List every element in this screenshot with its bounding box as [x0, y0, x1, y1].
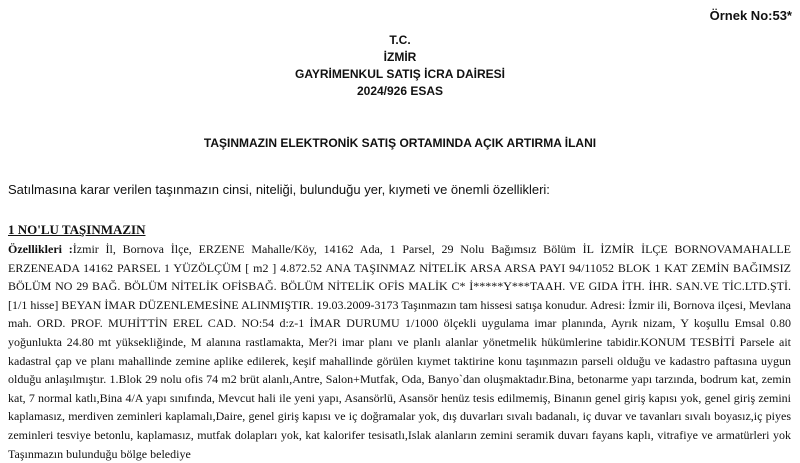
features-text: İzmir İl, Bornova İlçe, ERZENE Mahalle/Köy, 14162 Ada, 1 Parsel, 29 Nolu Bağımsız Bölüm İL İZMİR İLÇE BORNOVAMAHALLE ERZENEADA 14162 PARSEL 1 YÜZÖLÇÜM [ m2 ] 4.872.52 ANA TAŞINMAZ NİTELİK ARSA ARSA PAYI 94/11052 BLOK 1 KAT ZEMİN BAĞIMSIZ BÖLÜM NO 29 BAĞ. BÖLÜM NİTELİK OFİSBAĞ. BÖLÜM NİTELİK OFİS MALİK C* İ*****Y***TAAH. VE GIDA İTH. İHR. SAN.VE TİC.LTD.ŞTİ. [1/1 hisse] BEYAN İMAR DÜZENLEMESİNE ALINMIŞTIR. 19.03.2009-3173 Taşınmazın tam hissesi satışa konudur. Adresi: İzmir ili, Bornova ilçesi, Mevlana mah. ORD. PROF. MUHİTTİN EREL CAD. NO:54 d:z-1 İMAR DURUMU 1/1000 ölçekli uygulama imar planında, Ayrık nizam, Y koşullu Emsal 0.80 yoğunlukta 24.80 mt yüksekliğinde, M alanına rastlamakta, Mer?i imar planı ve planlı alanlar yönetmelik hükümlerine tabidir.KONUM TESBİTİ Parsele ait kadastral çap ve planı mahallinde zemine aplike edilerek, keşif mahallinde görülen kıymet taktirine konu taşınmazın parseli olduğu ve kadastro paftasına uygun olduğu anlaşılmıştır. 1.Blok 29 nolu ofis 74 m2 brüt alanlı,Antre, Salon+Mutfak, Oda, Banyo`dan oluşmaktadır.Bina, betonarme yapı tarzında, bodrum kat, zemin kat, 7 normal katlı,Bina 4/A yapı sınıfında, Mevcut hali ile yeni yapı, Asansörlü, Asansör henüz tesis edilmemiş, Binanın genel giriş kapısı yok, genel giriş zemini kaplamasız, merdiven zeminleri kaplamalı,Daire, genel giriş kapısı ve iç doğramalar yok, dış duvarları sıvalı badanalı, iç duvar ve tavanları sıvalı boyasız,iç piyes zeminleri tesviye betonlu, kaplamasız, mutfak dolapları yok, kat kalorifer tesisatlı,Islak alanların zemini seramik duvarı fayans kaplı, vitrafiye ve armatürleri yok Taşınmazın bulunduğu bölge belediye	[8, 242, 792, 461]
header-office: GAYRİMENKUL SATIŞ İCRA DAİRESİ	[294, 67, 506, 81]
header-case-number: 2024/926 ESAS	[356, 84, 444, 98]
features-label: Özellikleri :	[8, 242, 73, 256]
sample-number: Örnek No:53*	[709, 8, 792, 23]
document-header	[0, 32, 800, 100]
section-title: 1 NO'LU TAŞINMAZIN	[8, 222, 146, 237]
notice-title: TAŞINMAZIN ELEKTRONİK SATIŞ ORTAMINDA AÇIK ARTIRMA İLANI	[203, 136, 597, 150]
header-republic: T.C.	[389, 33, 411, 47]
header-city: İZMİR	[383, 50, 417, 64]
intro-paragraph: Satılmasına karar verilen taşınmazın cinsi, niteliği, bulunduğu yer, kıymeti ve önemli özellikleri:	[8, 182, 550, 197]
property-description	[8, 240, 792, 461]
